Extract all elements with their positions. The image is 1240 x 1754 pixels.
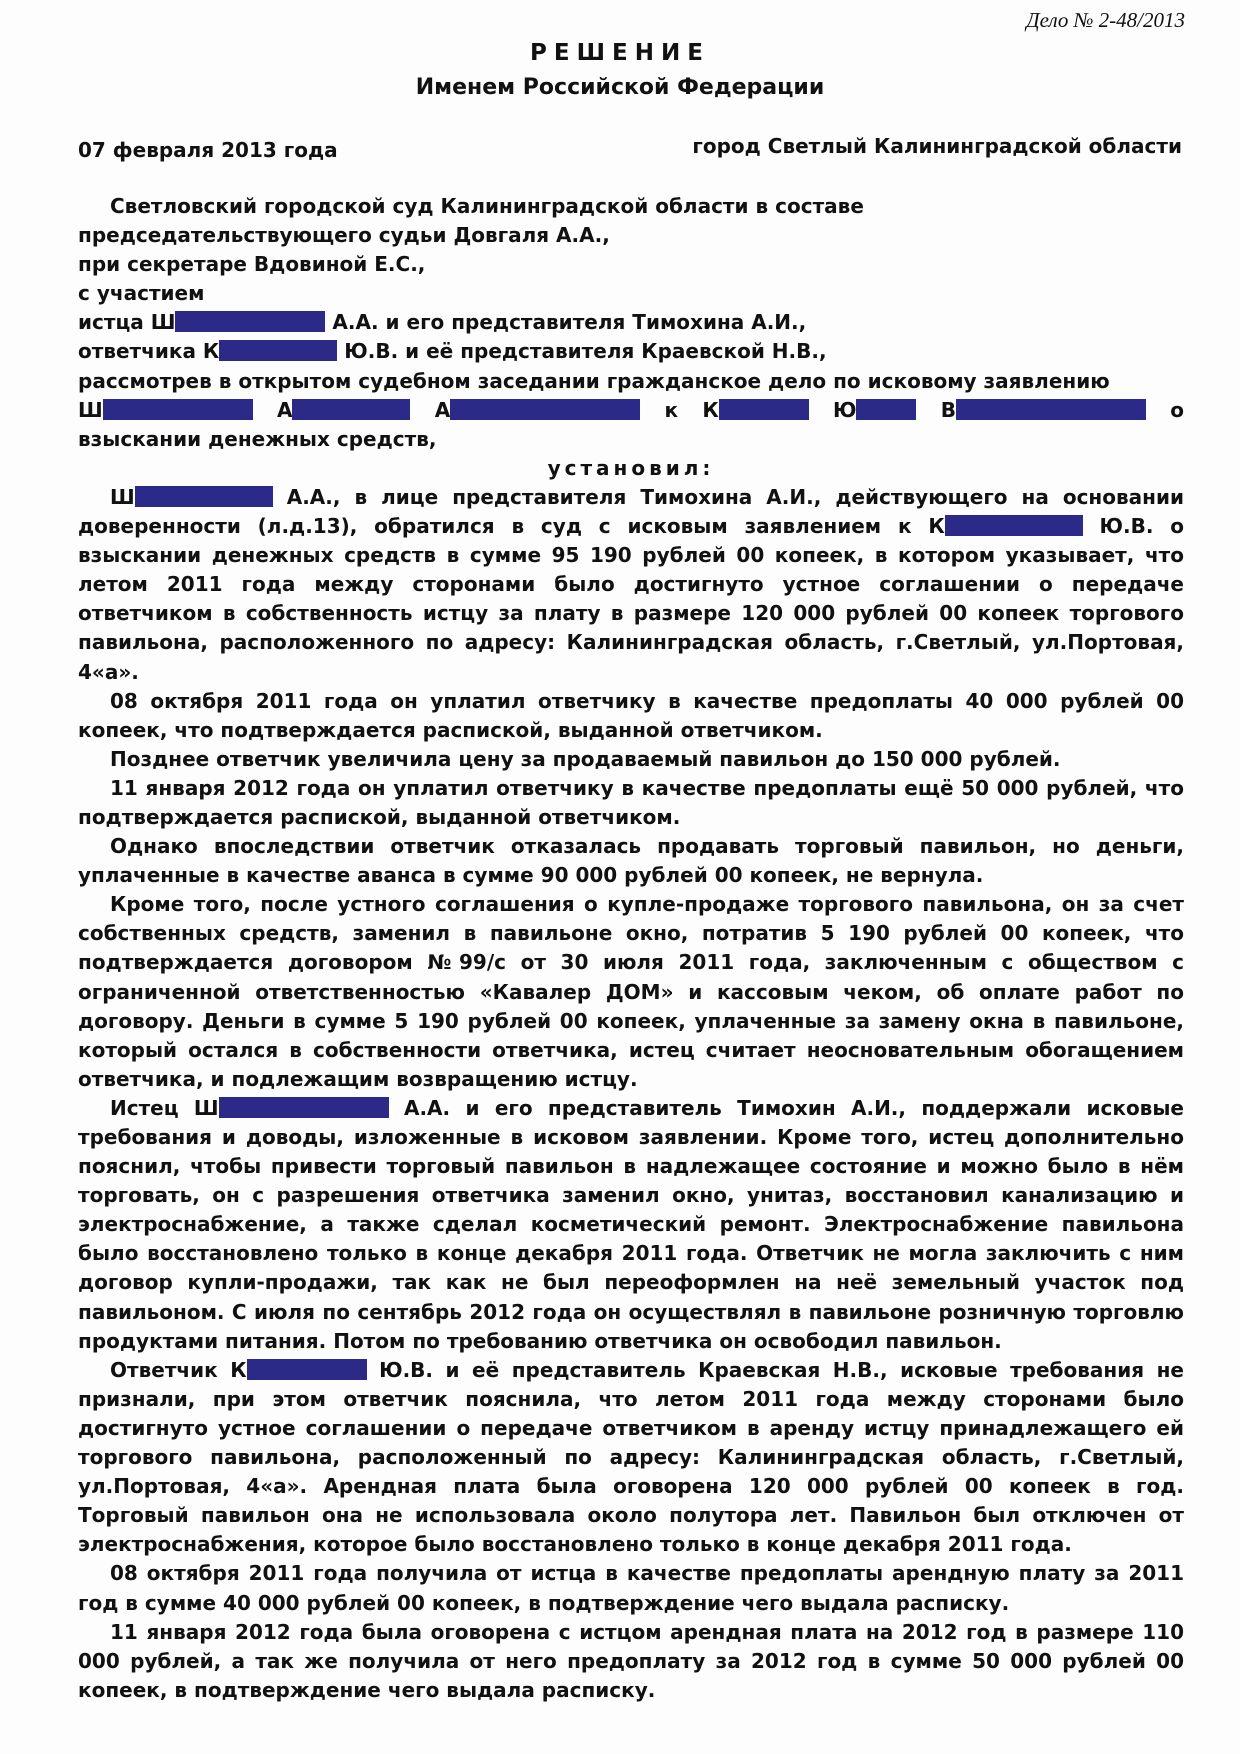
intro-secretary: при секретаре Вдовиной Е.С.,	[78, 252, 426, 277]
paragraph-5: Однако впоследствии ответчик отказалась продавать торговый павильон, но деньги, уплаченные в качестве аванса в сумме 90 000 рублей 00 копеек, не вернула.	[78, 834, 1184, 888]
text: А.А., в лице представителя Тимохина А.И., действующего на основании доверенности (л.д.13), обратился в суд с исковым заявлением к К	[78, 484, 1184, 539]
established-heading: установил:	[547, 455, 715, 480]
intro-participation: с участием	[78, 281, 205, 306]
text: Ш	[78, 397, 103, 422]
redaction-block	[945, 515, 1083, 536]
text: Ш	[110, 484, 135, 509]
text: ответчика К	[78, 339, 220, 364]
decision-date: 07 февраля 2013 года	[78, 138, 338, 162]
redaction-block	[135, 486, 273, 507]
text: А	[410, 397, 451, 422]
redaction-block	[103, 399, 253, 420]
intro-claim	[78, 396, 1184, 454]
redaction-block	[856, 399, 916, 420]
intro-plaintiff	[78, 308, 1184, 337]
paragraph-7	[78, 1094, 1184, 1356]
redaction-block	[956, 399, 1146, 420]
text: Ответчик К	[110, 1357, 247, 1382]
text: А	[252, 397, 293, 422]
document-body	[78, 192, 1184, 1705]
text: Ю.В. о взыскании денежных средств в сумме 95 190 рублей 00 копеек, в котором указывает, что летом 2011 года между сторонами было достигнуто устное соглашении о передаче ответчиком в собственность истцу за плату в размере 120 000 рублей 00 копеек торгового павильона, расположенного по адресу: Калининградская область, г.Светлый, ул.Портовая, 4«а».	[78, 514, 1184, 684]
redaction-block	[219, 340, 337, 361]
decision-city: город Светлый Калининградской области	[692, 134, 1182, 158]
text: А.А. и его представителя Тимохина А.И.,	[325, 310, 807, 335]
paragraph-3: Позднее ответчик увеличила цену за продаваемый павильон до 150 000 рублей.	[110, 746, 1061, 771]
text: истца Ш	[78, 310, 176, 335]
intro-court: Светловский городской суд Калининградской области в составе	[110, 194, 864, 218]
redaction-block	[247, 1359, 367, 1380]
paragraph-6: Кроме того, после устного соглашения о купле-продаже торгового павильона, он за счет собственных средств, заменил в павильоне окно, потратив 5 190 рублей 00 копеек, что подтверждается договором №99/с от 30 июля 2011 года, заключенным с обществом с ограниченной ответственностью «Кавалер ДОМ» и кассовым чеком, об оплате работ по договору. Деньги в сумме 5 190 рублей 00 копеек, уплаченные за замену окна в павильоне, который остался в собственности ответчика, истец считает неосновательным обогащением ответчика, и подлежащим возвращению истцу.	[78, 892, 1184, 1091]
intro-judge: председательствующего судьи Довгаля А.А.,	[78, 223, 610, 248]
paragraph-2: 08 октября 2011 года он уплатил ответчику в качестве предоплаты 40 000 рублей 00 копеек, что подтверждается распиской, выданной ответчиком.	[78, 688, 1184, 742]
document-title: РЕШЕНИЕ	[530, 40, 710, 66]
text: Ю.В. и её представитель Краевская Н.В., исковые требования не признали, при этом ответчик пояснила, что летом 2011 года между сторонами было достигнуто устное соглашении о передаче ответчиком в аренду истцу принадлежащего ей торгового павильона, расположенный по адресу: Калининградская область, г.Светлый, ул.Портовая, 4«а». Арендная плата была оговорена 120 000 рублей 00 копеек в год. Торговый павильон она не использовала около полутора лет. Павильон был отключен от электроснабжения, которое было восстановлено только в конце декабря 2011 года.	[78, 1357, 1184, 1557]
document-subtitle: Именем Российской Федерации	[415, 75, 825, 100]
paragraph-9: 08 октября 2011 года получила от истца в качестве предоплаты арендную плату за 2011 год в сумме 40 000 рублей 00 копеек, в подтверждение чего выдала расписку.	[78, 1561, 1184, 1615]
paragraph-4: 11 января 2012 года он уплатил ответчику в качестве предоплаты ещё 50 000 рублей, что подтверждается распиской, выданной ответчиком.	[78, 775, 1184, 829]
paragraph-1	[78, 483, 1184, 687]
intro-defendant	[78, 337, 1184, 366]
paragraph-10: 11 января 2012 года была оговорена с истцом арендная плата на 2012 год в размере 110 000 рублей, а так же получила от него предоплату за 2012 год в сумме 50 000 рублей 00 копеек, в подтверждение чего выдала расписку.	[78, 1619, 1184, 1702]
intro-considered: рассмотрев в открытом судебном заседании гражданское дело по исковому заявлению	[78, 368, 1110, 393]
case-number: Дело № 2-48/2013	[1026, 8, 1185, 32]
text: Ю.В. и её представителя Краевской Н.В.,	[337, 339, 827, 364]
text: А.А. и его представитель Тимохин А.И., поддержали исковые требования и доводы, изложенные в исковом заявлении. Кроме того, истец дополнительно пояснил, чтобы привести торговый павильон в надлежащее состояние и можно было в нём торговать, он с разрешения ответчика заменил окно, унитаз, восстановил канализацию и электроснабжение, а также сделал косметический ремонт. Электроснабжение павильона было восстановлено только в конце декабря 2011 года. Ответчик не могла заключить с ним договор купли-продажи, так как не был переоформлен на неё земельный участок под павильоном. С июля по сентябрь 2012 года он осуществлял в павильоне розничную торговлю продуктами питания. Потом по требованию ответчика он освободил павильон.	[78, 1095, 1184, 1353]
text: Истец Ш	[110, 1095, 219, 1120]
redaction-block	[219, 1097, 389, 1118]
redaction-block	[175, 311, 325, 332]
redaction-block	[719, 399, 809, 420]
text: о взыскании денежных средств,	[78, 397, 1184, 451]
text: В	[916, 397, 956, 422]
text: к К	[640, 397, 719, 422]
paragraph-8	[78, 1356, 1184, 1560]
text: Ю	[808, 397, 857, 422]
redaction-block	[292, 399, 410, 420]
redaction-block	[450, 399, 640, 420]
